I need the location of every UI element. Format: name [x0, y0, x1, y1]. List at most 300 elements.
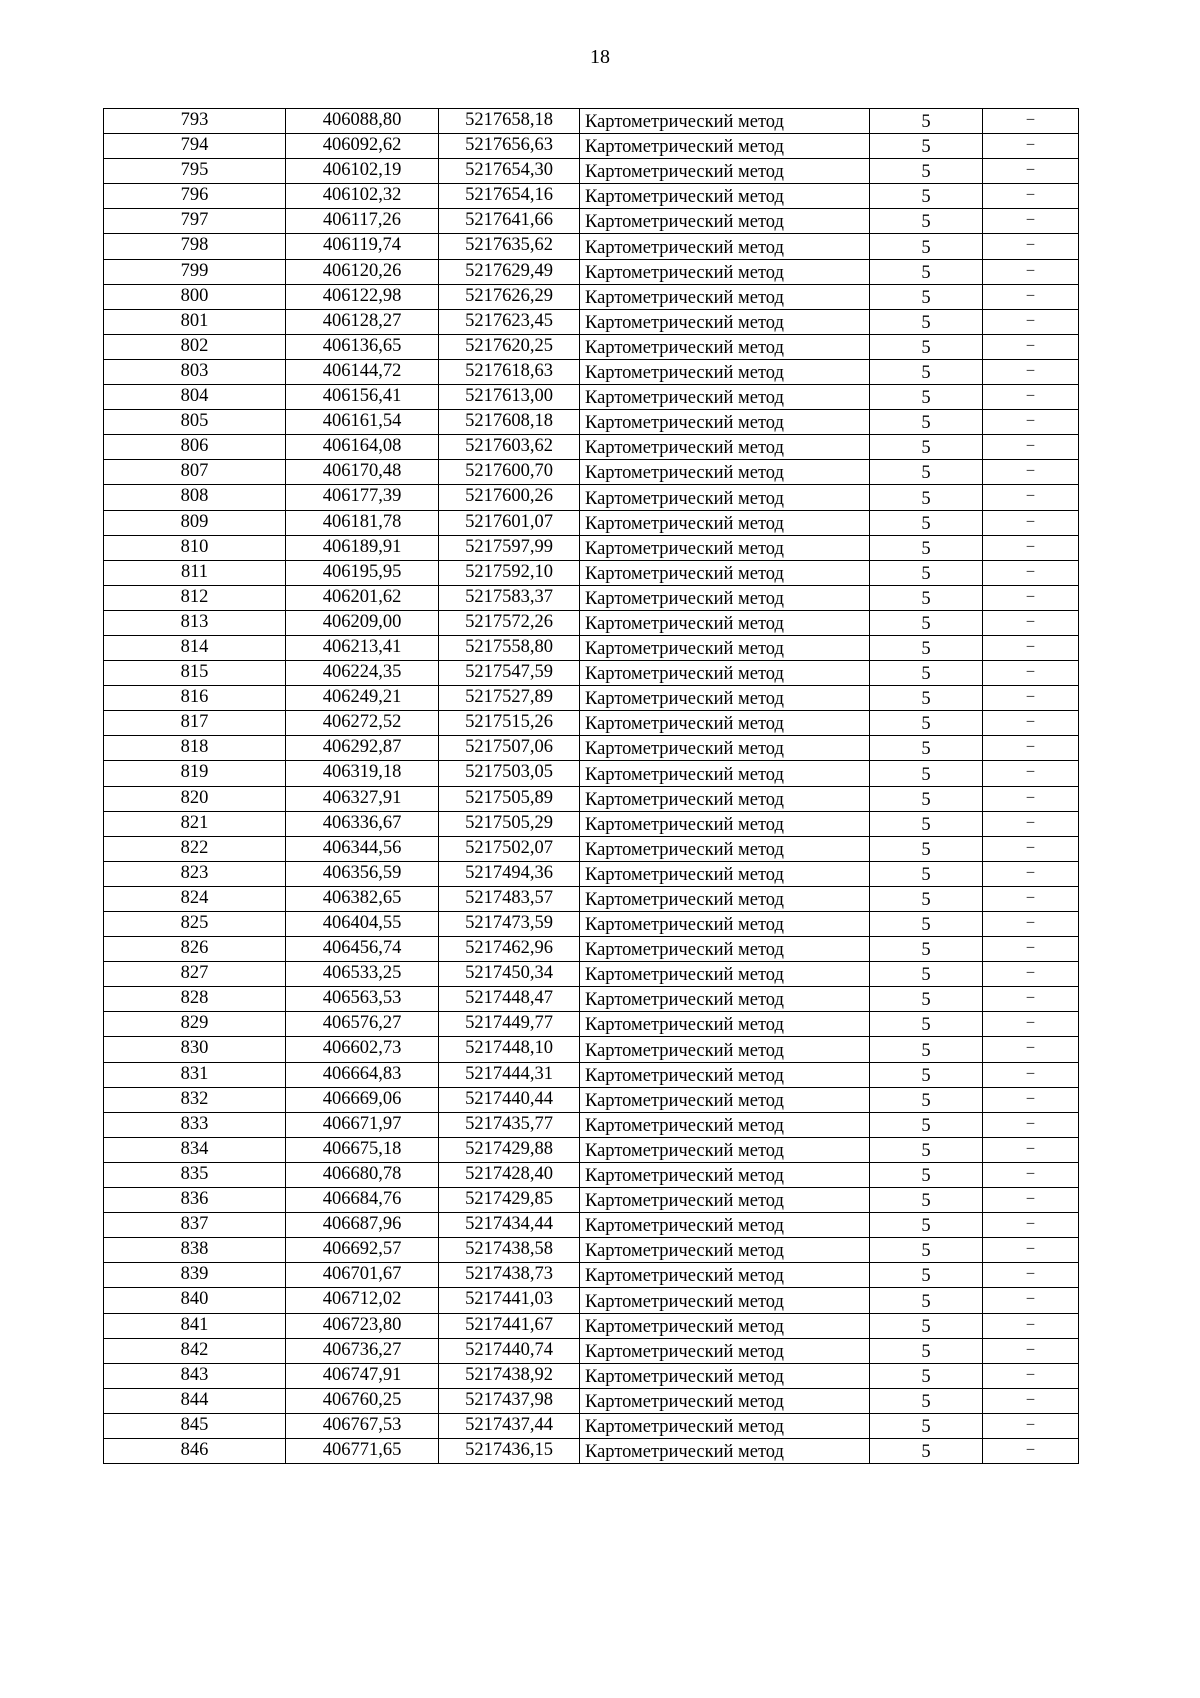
y-coordinate-cell: 5217608,18	[439, 410, 580, 435]
note-cell: –	[983, 786, 1079, 811]
x-coordinate-cell: 406701,67	[286, 1263, 439, 1288]
y-coordinate-cell: 5217438,58	[439, 1238, 580, 1263]
method-cell: Картометрический метод	[580, 1288, 870, 1313]
y-coordinate-cell: 5217658,18	[439, 109, 580, 134]
method-cell: Картометрический метод	[580, 385, 870, 410]
point-number-cell: 799	[104, 259, 286, 284]
accuracy-cell: 5	[870, 234, 983, 259]
point-number-cell: 807	[104, 460, 286, 485]
y-coordinate-cell: 5217623,45	[439, 309, 580, 334]
note-cell: –	[983, 410, 1079, 435]
point-number-cell: 841	[104, 1313, 286, 1338]
accuracy-cell: 5	[870, 1037, 983, 1062]
accuracy-cell: 5	[870, 334, 983, 359]
y-coordinate-cell: 5217429,88	[439, 1137, 580, 1162]
point-number-cell: 812	[104, 585, 286, 610]
accuracy-cell: 5	[870, 359, 983, 384]
accuracy-cell: 5	[870, 987, 983, 1012]
table-row	[104, 661, 1079, 686]
table-row	[104, 1087, 1079, 1112]
table-row	[104, 435, 1079, 460]
x-coordinate-cell: 406767,53	[286, 1413, 439, 1438]
note-cell: –	[983, 460, 1079, 485]
point-number-cell: 842	[104, 1338, 286, 1363]
method-cell: Картометрический метод	[580, 309, 870, 334]
note-cell: –	[983, 1313, 1079, 1338]
note-cell: –	[983, 1413, 1079, 1438]
note-cell: –	[983, 1087, 1079, 1112]
y-coordinate-cell: 5217572,26	[439, 610, 580, 635]
note-cell: –	[983, 1137, 1079, 1162]
table-row	[104, 1162, 1079, 1187]
note-cell: –	[983, 435, 1079, 460]
y-coordinate-cell: 5217629,49	[439, 259, 580, 284]
y-coordinate-cell: 5217448,10	[439, 1037, 580, 1062]
x-coordinate-cell: 406684,76	[286, 1188, 439, 1213]
point-number-cell: 810	[104, 535, 286, 560]
accuracy-cell: 5	[870, 962, 983, 987]
table-row	[104, 1012, 1079, 1037]
table-row	[104, 359, 1079, 384]
accuracy-cell: 5	[870, 385, 983, 410]
y-coordinate-cell: 5217601,07	[439, 510, 580, 535]
x-coordinate-cell: 406456,74	[286, 937, 439, 962]
x-coordinate-cell: 406209,00	[286, 610, 439, 635]
point-number-cell: 796	[104, 184, 286, 209]
table-row	[104, 811, 1079, 836]
accuracy-cell: 5	[870, 861, 983, 886]
table-row	[104, 334, 1079, 359]
note-cell: –	[983, 585, 1079, 610]
note-cell: –	[983, 1112, 1079, 1137]
note-cell: –	[983, 1388, 1079, 1413]
y-coordinate-cell: 5217436,15	[439, 1438, 580, 1463]
y-coordinate-cell: 5217483,57	[439, 886, 580, 911]
y-coordinate-cell: 5217597,99	[439, 535, 580, 560]
y-coordinate-cell: 5217626,29	[439, 284, 580, 309]
x-coordinate-cell: 406292,87	[286, 736, 439, 761]
accuracy-cell: 5	[870, 912, 983, 937]
table-row	[104, 736, 1079, 761]
accuracy-cell: 5	[870, 1062, 983, 1087]
y-coordinate-cell: 5217620,25	[439, 334, 580, 359]
y-coordinate-cell: 5217473,59	[439, 912, 580, 937]
table-row	[104, 1238, 1079, 1263]
table-row	[104, 184, 1079, 209]
method-cell: Картометрический метод	[580, 460, 870, 485]
x-coordinate-cell: 406602,73	[286, 1037, 439, 1062]
note-cell: –	[983, 1213, 1079, 1238]
x-coordinate-cell: 406249,21	[286, 686, 439, 711]
table-row	[104, 861, 1079, 886]
y-coordinate-cell: 5217450,34	[439, 962, 580, 987]
method-cell: Картометрический метод	[580, 234, 870, 259]
accuracy-cell: 5	[870, 184, 983, 209]
accuracy-cell: 5	[870, 886, 983, 911]
note-cell: –	[983, 987, 1079, 1012]
method-cell: Картометрический метод	[580, 761, 870, 786]
note-cell: –	[983, 510, 1079, 535]
note-cell: –	[983, 610, 1079, 635]
accuracy-cell: 5	[870, 410, 983, 435]
y-coordinate-cell: 5217448,47	[439, 987, 580, 1012]
x-coordinate-cell: 406671,97	[286, 1112, 439, 1137]
table-row	[104, 786, 1079, 811]
table-row	[104, 1438, 1079, 1463]
table-row	[104, 485, 1079, 510]
accuracy-cell: 5	[870, 460, 983, 485]
method-cell: Картометрический метод	[580, 987, 870, 1012]
note-cell: –	[983, 385, 1079, 410]
note-cell: –	[983, 736, 1079, 761]
method-cell: Картометрический метод	[580, 886, 870, 911]
table-row	[104, 385, 1079, 410]
x-coordinate-cell: 406119,74	[286, 234, 439, 259]
method-cell: Картометрический метод	[580, 1438, 870, 1463]
point-number-cell: 814	[104, 635, 286, 660]
x-coordinate-cell: 406177,39	[286, 485, 439, 510]
table-row	[104, 836, 1079, 861]
x-coordinate-cell: 406117,26	[286, 209, 439, 234]
point-number-cell: 840	[104, 1288, 286, 1313]
point-number-cell: 805	[104, 410, 286, 435]
method-cell: Картометрический метод	[580, 1313, 870, 1338]
y-coordinate-cell: 5217507,06	[439, 736, 580, 761]
coordinates-table-body	[104, 109, 1079, 1464]
x-coordinate-cell: 406692,57	[286, 1238, 439, 1263]
y-coordinate-cell: 5217440,44	[439, 1087, 580, 1112]
note-cell: –	[983, 1438, 1079, 1463]
table-row	[104, 134, 1079, 159]
page-number: 18	[590, 46, 610, 68]
method-cell: Картометрический метод	[580, 134, 870, 159]
x-coordinate-cell: 406576,27	[286, 1012, 439, 1037]
method-cell: Картометрический метод	[580, 284, 870, 309]
note-cell: –	[983, 836, 1079, 861]
method-cell: Картометрический метод	[580, 1112, 870, 1137]
x-coordinate-cell: 406102,19	[286, 159, 439, 184]
y-coordinate-cell: 5217654,16	[439, 184, 580, 209]
table-row	[104, 410, 1079, 435]
accuracy-cell: 5	[870, 109, 983, 134]
note-cell: –	[983, 535, 1079, 560]
note-cell: –	[983, 661, 1079, 686]
note-cell: –	[983, 861, 1079, 886]
note-cell: –	[983, 711, 1079, 736]
accuracy-cell: 5	[870, 1263, 983, 1288]
x-coordinate-cell: 406327,91	[286, 786, 439, 811]
method-cell: Картометрический метод	[580, 259, 870, 284]
accuracy-cell: 5	[870, 836, 983, 861]
y-coordinate-cell: 5217603,62	[439, 435, 580, 460]
x-coordinate-cell: 406382,65	[286, 886, 439, 911]
point-number-cell: 823	[104, 861, 286, 886]
y-coordinate-cell: 5217429,85	[439, 1188, 580, 1213]
accuracy-cell: 5	[870, 1162, 983, 1187]
table-row	[104, 1313, 1079, 1338]
point-number-cell: 843	[104, 1363, 286, 1388]
y-coordinate-cell: 5217505,29	[439, 811, 580, 836]
table-row	[104, 962, 1079, 987]
table-row	[104, 560, 1079, 585]
accuracy-cell: 5	[870, 786, 983, 811]
point-number-cell: 824	[104, 886, 286, 911]
table-row	[104, 886, 1079, 911]
note-cell: –	[983, 109, 1079, 134]
coordinates-table	[103, 108, 1079, 1464]
y-coordinate-cell: 5217441,03	[439, 1288, 580, 1313]
accuracy-cell: 5	[870, 1137, 983, 1162]
method-cell: Картометрический метод	[580, 1012, 870, 1037]
accuracy-cell: 5	[870, 1087, 983, 1112]
x-coordinate-cell: 406224,35	[286, 661, 439, 686]
point-number-cell: 816	[104, 686, 286, 711]
note-cell: –	[983, 309, 1079, 334]
x-coordinate-cell: 406680,78	[286, 1162, 439, 1187]
y-coordinate-cell: 5217440,74	[439, 1338, 580, 1363]
method-cell: Картометрический метод	[580, 861, 870, 886]
x-coordinate-cell: 406563,53	[286, 987, 439, 1012]
method-cell: Картометрический метод	[580, 1413, 870, 1438]
y-coordinate-cell: 5217441,67	[439, 1313, 580, 1338]
note-cell: –	[983, 1338, 1079, 1363]
point-number-cell: 820	[104, 786, 286, 811]
x-coordinate-cell: 406161,54	[286, 410, 439, 435]
method-cell: Картометрический метод	[580, 1338, 870, 1363]
accuracy-cell: 5	[870, 1213, 983, 1238]
table-row	[104, 1388, 1079, 1413]
x-coordinate-cell: 406760,25	[286, 1388, 439, 1413]
y-coordinate-cell: 5217600,70	[439, 460, 580, 485]
accuracy-cell: 5	[870, 635, 983, 660]
point-number-cell: 833	[104, 1112, 286, 1137]
method-cell: Картометрический метод	[580, 585, 870, 610]
point-number-cell: 819	[104, 761, 286, 786]
accuracy-cell: 5	[870, 1438, 983, 1463]
method-cell: Картометрический метод	[580, 836, 870, 861]
point-number-cell: 846	[104, 1438, 286, 1463]
x-coordinate-cell: 406156,41	[286, 385, 439, 410]
y-coordinate-cell: 5217527,89	[439, 686, 580, 711]
y-coordinate-cell: 5217547,59	[439, 661, 580, 686]
y-coordinate-cell: 5217613,00	[439, 385, 580, 410]
x-coordinate-cell: 406195,95	[286, 560, 439, 585]
y-coordinate-cell: 5217428,40	[439, 1162, 580, 1187]
x-coordinate-cell: 406356,59	[286, 861, 439, 886]
method-cell: Картометрический метод	[580, 485, 870, 510]
table-row	[104, 912, 1079, 937]
x-coordinate-cell: 406336,67	[286, 811, 439, 836]
y-coordinate-cell: 5217515,26	[439, 711, 580, 736]
x-coordinate-cell: 406181,78	[286, 510, 439, 535]
point-number-cell: 835	[104, 1162, 286, 1187]
note-cell: –	[983, 209, 1079, 234]
table-row	[104, 1037, 1079, 1062]
point-number-cell: 837	[104, 1213, 286, 1238]
y-coordinate-cell: 5217583,37	[439, 585, 580, 610]
note-cell: –	[983, 1037, 1079, 1062]
note-cell: –	[983, 159, 1079, 184]
y-coordinate-cell: 5217437,98	[439, 1388, 580, 1413]
y-coordinate-cell: 5217438,92	[439, 1363, 580, 1388]
note-cell: –	[983, 1238, 1079, 1263]
table-row	[104, 1263, 1079, 1288]
x-coordinate-cell: 406189,91	[286, 535, 439, 560]
table-row	[104, 1363, 1079, 1388]
method-cell: Картометрический метод	[580, 109, 870, 134]
point-number-cell: 811	[104, 560, 286, 585]
accuracy-cell: 5	[870, 585, 983, 610]
accuracy-cell: 5	[870, 485, 983, 510]
table-row	[104, 460, 1079, 485]
method-cell: Картометрический метод	[580, 736, 870, 761]
accuracy-cell: 5	[870, 1188, 983, 1213]
table-row	[104, 1213, 1079, 1238]
method-cell: Картометрический метод	[580, 962, 870, 987]
point-number-cell: 795	[104, 159, 286, 184]
table-row	[104, 1338, 1079, 1363]
x-coordinate-cell: 406771,65	[286, 1438, 439, 1463]
accuracy-cell: 5	[870, 535, 983, 560]
method-cell: Картометрический метод	[580, 661, 870, 686]
y-coordinate-cell: 5217437,44	[439, 1413, 580, 1438]
accuracy-cell: 5	[870, 937, 983, 962]
y-coordinate-cell: 5217505,89	[439, 786, 580, 811]
method-cell: Картометрический метод	[580, 686, 870, 711]
table-row	[104, 284, 1079, 309]
method-cell: Картометрический метод	[580, 334, 870, 359]
x-coordinate-cell: 406092,62	[286, 134, 439, 159]
method-cell: Картометрический метод	[580, 359, 870, 384]
y-coordinate-cell: 5217435,77	[439, 1112, 580, 1137]
accuracy-cell: 5	[870, 1363, 983, 1388]
point-number-cell: 794	[104, 134, 286, 159]
accuracy-cell: 5	[870, 1313, 983, 1338]
method-cell: Картометрический метод	[580, 811, 870, 836]
method-cell: Картометрический метод	[580, 937, 870, 962]
point-number-cell: 834	[104, 1137, 286, 1162]
point-number-cell: 828	[104, 987, 286, 1012]
table-row	[104, 711, 1079, 736]
method-cell: Картометрический метод	[580, 435, 870, 460]
accuracy-cell: 5	[870, 309, 983, 334]
note-cell: –	[983, 485, 1079, 510]
point-number-cell: 827	[104, 962, 286, 987]
point-number-cell: 826	[104, 937, 286, 962]
x-coordinate-cell: 406272,52	[286, 711, 439, 736]
point-number-cell: 839	[104, 1263, 286, 1288]
accuracy-cell: 5	[870, 259, 983, 284]
table-row	[104, 209, 1079, 234]
point-number-cell: 800	[104, 284, 286, 309]
accuracy-cell: 5	[870, 1288, 983, 1313]
x-coordinate-cell: 406344,56	[286, 836, 439, 861]
note-cell: –	[983, 1062, 1079, 1087]
accuracy-cell: 5	[870, 1338, 983, 1363]
note-cell: –	[983, 1288, 1079, 1313]
x-coordinate-cell: 406319,18	[286, 761, 439, 786]
note-cell: –	[983, 886, 1079, 911]
note-cell: –	[983, 686, 1079, 711]
method-cell: Картометрический метод	[580, 560, 870, 585]
y-coordinate-cell: 5217656,63	[439, 134, 580, 159]
note-cell: –	[983, 560, 1079, 585]
point-number-cell: 822	[104, 836, 286, 861]
note-cell: –	[983, 635, 1079, 660]
note-cell: –	[983, 1363, 1079, 1388]
note-cell: –	[983, 1012, 1079, 1037]
y-coordinate-cell: 5217449,77	[439, 1012, 580, 1037]
point-number-cell: 845	[104, 1413, 286, 1438]
note-cell: –	[983, 1162, 1079, 1187]
x-coordinate-cell: 406687,96	[286, 1213, 439, 1238]
method-cell: Картометрический метод	[580, 1263, 870, 1288]
method-cell: Картометрический метод	[580, 1188, 870, 1213]
x-coordinate-cell: 406533,25	[286, 962, 439, 987]
y-coordinate-cell: 5217502,07	[439, 836, 580, 861]
point-number-cell: 804	[104, 385, 286, 410]
point-number-cell: 836	[104, 1188, 286, 1213]
point-number-cell: 838	[104, 1238, 286, 1263]
note-cell: –	[983, 937, 1079, 962]
method-cell: Картометрический метод	[580, 209, 870, 234]
accuracy-cell: 5	[870, 711, 983, 736]
method-cell: Картометрический метод	[580, 1238, 870, 1263]
point-number-cell: 802	[104, 334, 286, 359]
table-row	[104, 585, 1079, 610]
table-row	[104, 510, 1079, 535]
point-number-cell: 817	[104, 711, 286, 736]
point-number-cell: 821	[104, 811, 286, 836]
x-coordinate-cell: 406723,80	[286, 1313, 439, 1338]
point-number-cell: 815	[104, 661, 286, 686]
x-coordinate-cell: 406736,27	[286, 1338, 439, 1363]
method-cell: Картометрический метод	[580, 610, 870, 635]
point-number-cell: 825	[104, 912, 286, 937]
accuracy-cell: 5	[870, 560, 983, 585]
table-row	[104, 686, 1079, 711]
x-coordinate-cell: 406122,98	[286, 284, 439, 309]
x-coordinate-cell: 406404,55	[286, 912, 439, 937]
x-coordinate-cell: 406102,32	[286, 184, 439, 209]
y-coordinate-cell: 5217434,44	[439, 1213, 580, 1238]
accuracy-cell: 5	[870, 435, 983, 460]
point-number-cell: 832	[104, 1087, 286, 1112]
point-number-cell: 831	[104, 1062, 286, 1087]
y-coordinate-cell: 5217592,10	[439, 560, 580, 585]
y-coordinate-cell: 5217654,30	[439, 159, 580, 184]
x-coordinate-cell: 406164,08	[286, 435, 439, 460]
method-cell: Картометрический метод	[580, 535, 870, 560]
accuracy-cell: 5	[870, 736, 983, 761]
method-cell: Картометрический метод	[580, 510, 870, 535]
note-cell: –	[983, 184, 1079, 209]
table-row	[104, 1062, 1079, 1087]
table-row	[104, 309, 1079, 334]
table-row	[104, 535, 1079, 560]
y-coordinate-cell: 5217503,05	[439, 761, 580, 786]
y-coordinate-cell: 5217618,63	[439, 359, 580, 384]
table-row	[104, 937, 1079, 962]
note-cell: –	[983, 761, 1079, 786]
point-number-cell: 809	[104, 510, 286, 535]
accuracy-cell: 5	[870, 661, 983, 686]
note-cell: –	[983, 1263, 1079, 1288]
table-row	[104, 259, 1079, 284]
method-cell: Картометрический метод	[580, 635, 870, 660]
note-cell: –	[983, 811, 1079, 836]
x-coordinate-cell: 406201,62	[286, 585, 439, 610]
